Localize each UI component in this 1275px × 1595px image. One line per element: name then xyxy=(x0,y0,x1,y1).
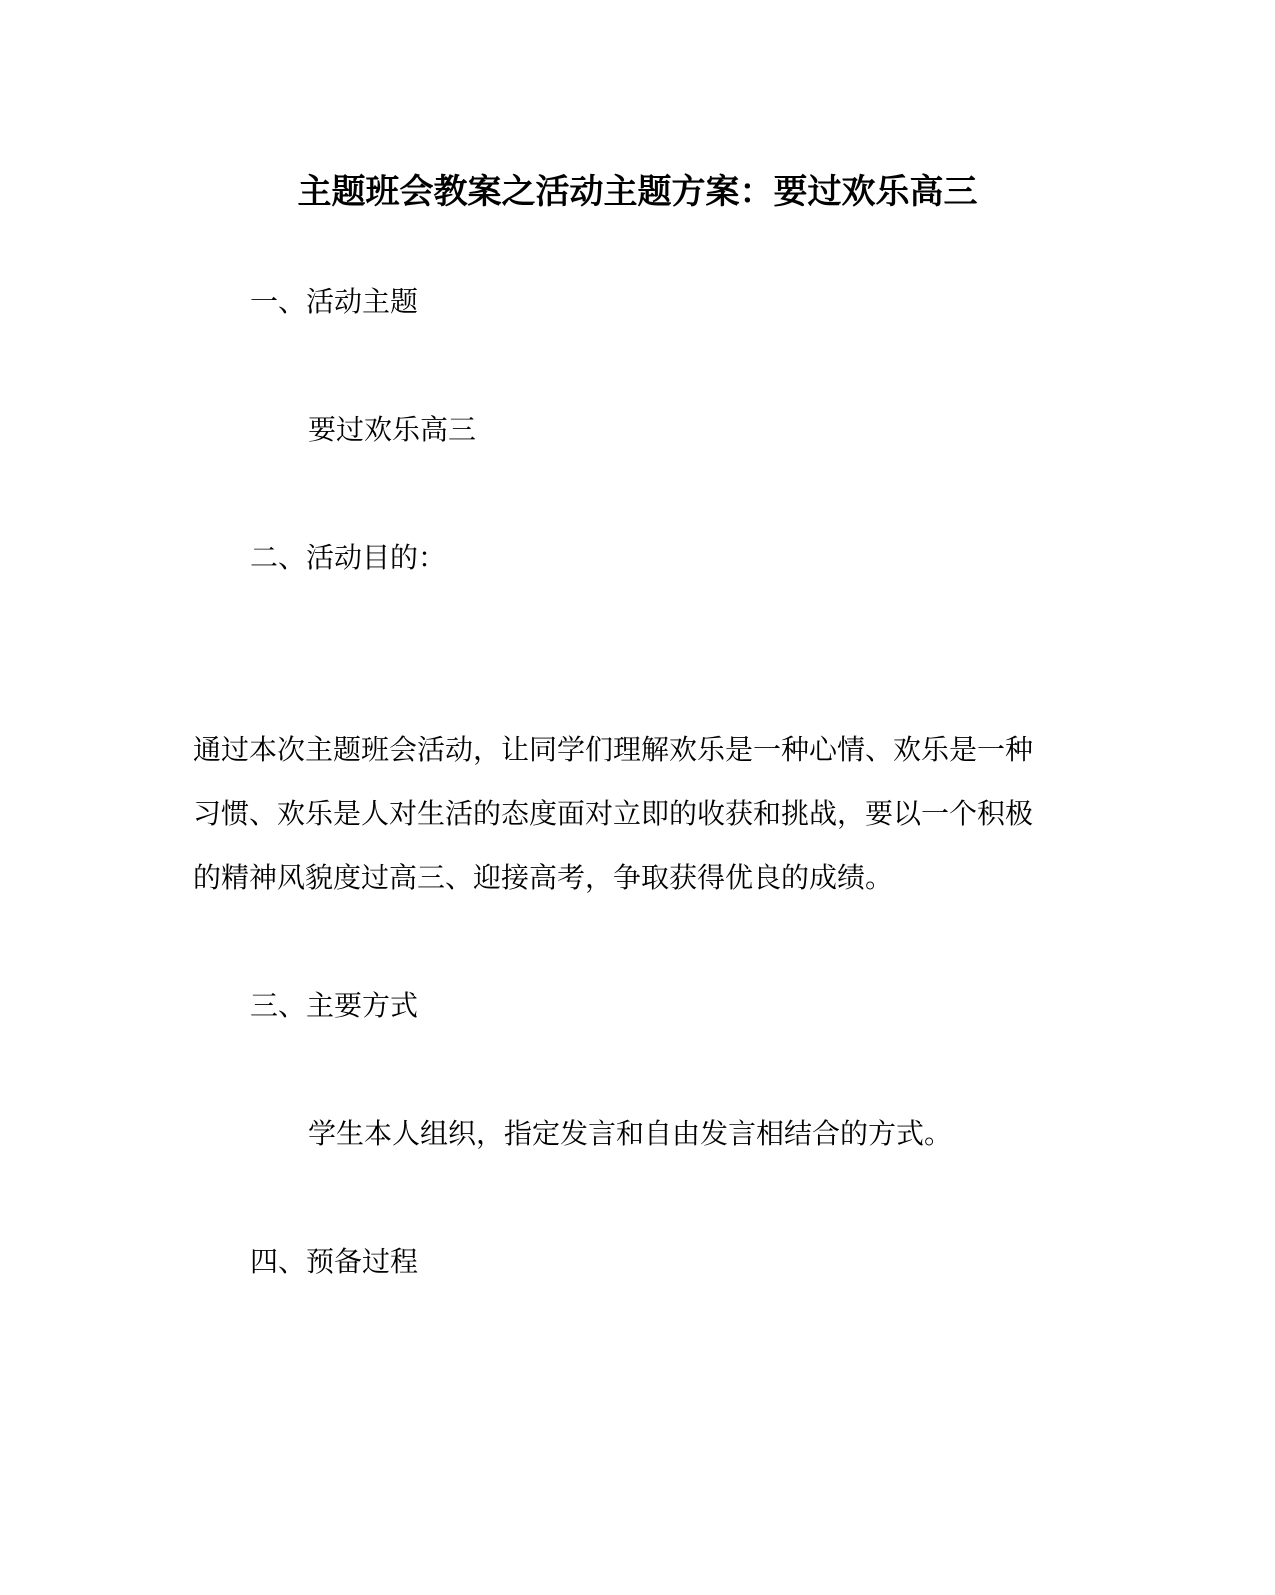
section-1-heading: 一、活动主题 xyxy=(250,285,419,318)
section-3-content: 学生本人组织，指定发言和自由发言相结合的方式。 xyxy=(308,1117,953,1150)
section-3-heading: 三、主要方式 xyxy=(250,989,419,1022)
document-title: 主题班会教案之活动主题方案：要过欢乐高三 xyxy=(297,172,978,212)
section-2-paragraph-line-3: 的精神风貌度过高三、迎接高考，争取获得优良的成绩。 xyxy=(193,861,894,894)
section-2-paragraph-line-2: 习惯、欢乐是人对生活的态度面对立即的收获和挑战，要以一个积极 xyxy=(193,797,1034,830)
section-4-heading: 四、预备过程 xyxy=(250,1245,419,1278)
section-2-heading: 二、活动目的： xyxy=(250,541,447,574)
section-1-content: 要过欢乐高三 xyxy=(308,413,477,446)
section-2-paragraph-line-1: 通过本次主题班会活动，让同学们理解欢乐是一种心情、欢乐是一种 xyxy=(193,733,1034,766)
